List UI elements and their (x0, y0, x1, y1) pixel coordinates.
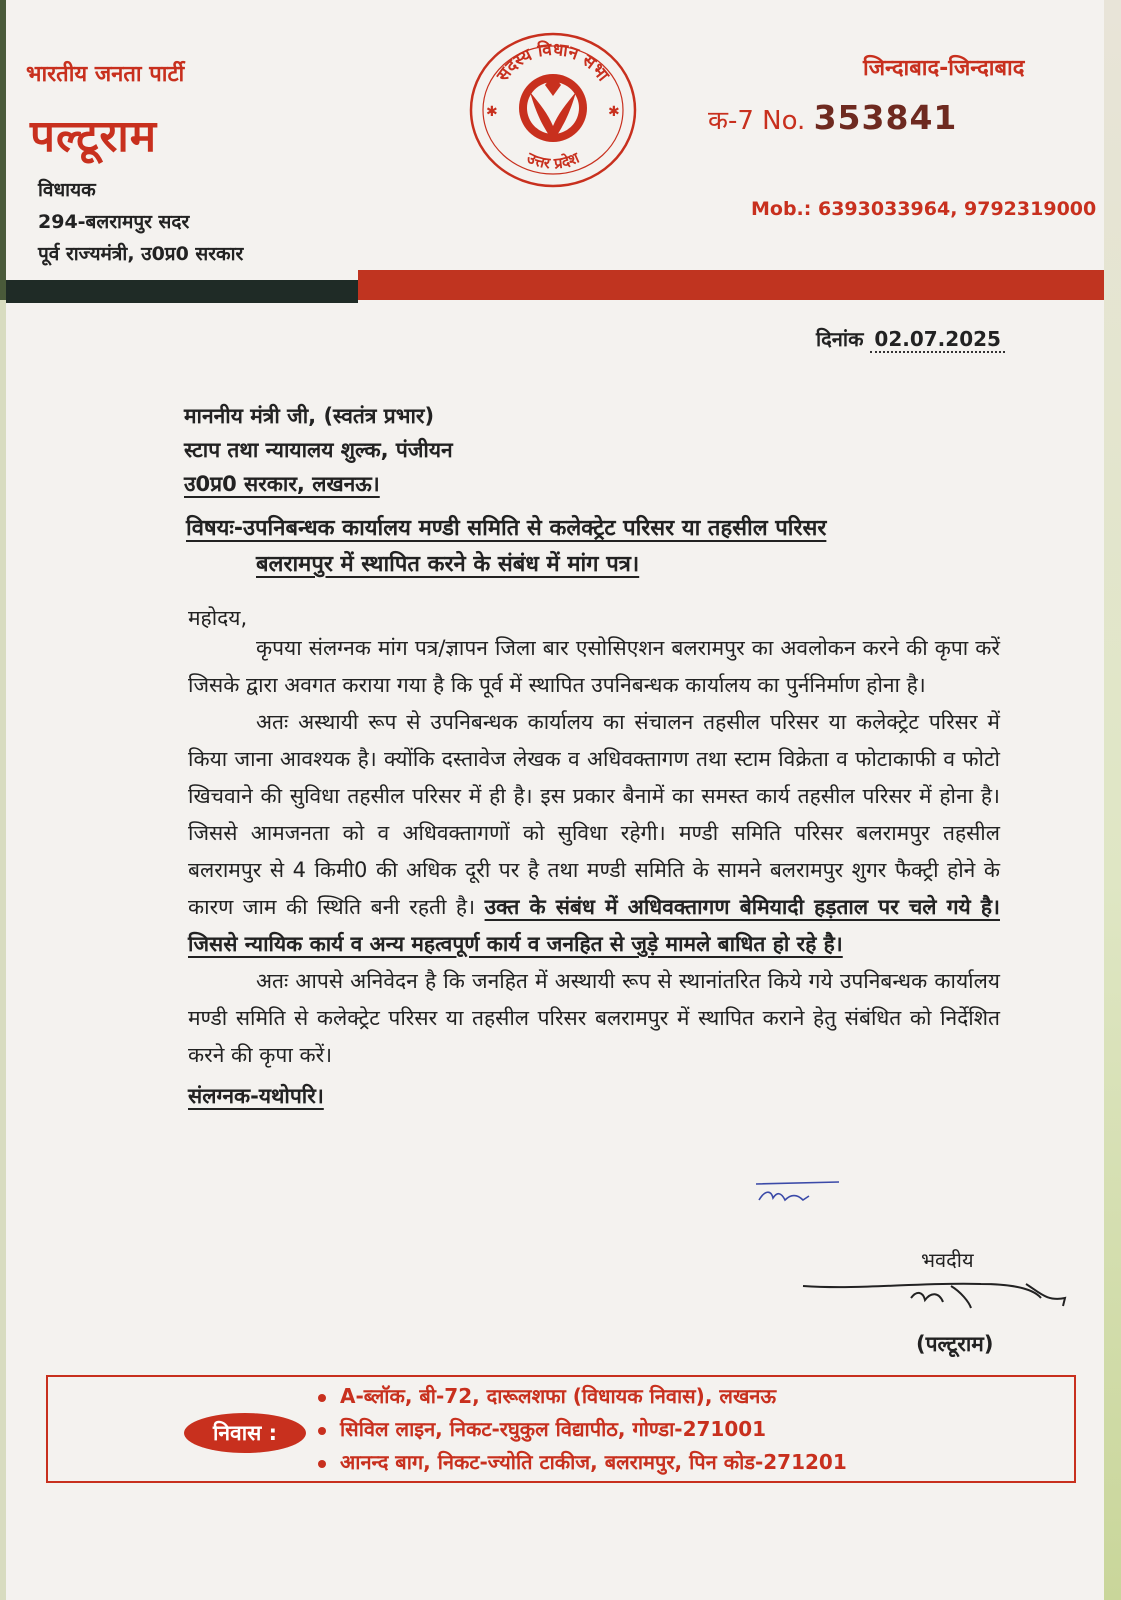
former-post: पूर्व राज्यमंत्री, उ0प्र0 सरकार (38, 243, 244, 265)
footer-address-3: आनन्द बाग, निकट-ज्योति टाकीज, बलरामपुर, पिन कोड-271201 (318, 1448, 847, 1475)
designation: विधायक (38, 179, 96, 201)
header-bar-red (358, 270, 1104, 300)
svg-text:✱: ✱ (486, 104, 498, 120)
header-bar-dark (6, 280, 358, 303)
footer-address-1: A-ब्लॉक, बी-72, दारूलशफा (विधायक निवास), लखनऊ (318, 1382, 776, 1409)
addressee-line3: उ0प्र0 सरकार, लखनऊ। (184, 472, 380, 496)
addressee-line2: स्टाप तथा न्यायालय शुल्क, पंजीयन (184, 438, 453, 462)
initials-mark (751, 1178, 846, 1208)
subject (186, 512, 1016, 578)
letter-body (188, 630, 1000, 1115)
paragraph-2-text: अतः अस्थायी रूप से उपनिबन्धक कार्यालय का संचालन तहसील परिसर या कलेक्ट्रेट परिसर में किया जाना आवश्यक है। क्योंकि दस्तावेज लेखक व अधिवक्तागण तथा स्टाम विक्रेता व फोटाकाफी व फोटो खिचवाने की सुविधा तहसील परिसर में ही है। इस प्रकार बैनामें का समस्त कार्य तहसील परिसर में होना है। जिससे आमजनता को व अधिवक्तागणों को सुविधा रहेगी। मण्डी समिति परिसर बलरामपुर तहसील बलरामपुर से 4 किमी0 की अधिक दूरी पर है तथा मण्डी समिति के सामने बलरामपुर शुगर फैक्ट्री होने के कारण जाम की स्थिति बनी रहती है। (188, 710, 1000, 919)
seal-top-text: सदस्य विधान सभा (493, 39, 613, 86)
date-label: दिनांक (816, 327, 864, 351)
letter-sheet (6, 0, 1104, 1600)
closing: भवदीय (921, 1248, 974, 1272)
slogan: जिन्दाबाद-जिन्दाबाद (863, 56, 1025, 81)
constituency: 294-बलरामपुर सदर (38, 211, 190, 233)
enclosure: संलग्नक-यथोपरि। (188, 1084, 324, 1108)
subject-line1: विषयः-उपनिबन्धक कार्यालय मण्डी समिति से कलेक्ट्रेट परिसर या तहसील परिसर (186, 516, 827, 541)
vidhan-sabha-seal-icon (468, 30, 638, 190)
paragraph-3: अतः आपसे अनिवेदन है कि जनहित में अस्थायी रूप से स्थानांतरित किये गये उपनिबन्धक कार्यालय मण्डी समिति से कलेक्ट्रेट परिसर या तहसील परिसर बलरामपुर में स्थापित कराने हेतु संबंधित को निर्देशित करने की कृपा करें। (188, 969, 1000, 1067)
svg-text:✱: ✱ (608, 104, 620, 120)
subject-line2: बलरामपुर में स्थापित करने के संबंध में मांग पत्र। (256, 552, 640, 577)
signatory-name: (पल्टूराम) (916, 1332, 994, 1356)
paragraph-2 (188, 704, 1000, 963)
date-line (816, 325, 1005, 352)
page-edge-right (1104, 0, 1121, 1600)
svg-text:उत्तर प्रदेश (523, 148, 583, 172)
date-value: 02.07.2025 (870, 327, 1005, 353)
residence-label: निवास : (184, 1413, 306, 1453)
signature (801, 1272, 1071, 1322)
footer-address-2: सिविल लाइन, निकट-रघुकुल विद्यापीठ, गोण्डा-271001 (318, 1415, 766, 1442)
mobile-numbers: Mob.: 6393033964, 9792319000 (751, 198, 1097, 220)
addressee-line1: माननीय मंत्री जी, (स्वतंत्र प्रभार) (184, 404, 435, 428)
mla-name: पल्टूराम (30, 111, 158, 162)
serial-number: 353841 (813, 98, 958, 137)
paragraph-2-emphasis: उक्त के संबंध में अधिवक्तागण बेमियादी हड़ताल पर चले गये है। जिससे न्यायिक कार्य व अन्य महत्वपूर्ण कार्य व जनहित से जुड़े मामले बाधित हो रहे है। (188, 895, 1000, 956)
serial (708, 98, 957, 137)
serial-prefix: क-7 No. (708, 106, 806, 136)
salutation: महोदय, (188, 606, 248, 630)
seal-bottom-text: उत्तर प्रदेश (523, 148, 582, 173)
paragraph-1: कृपया संलग्नक मांग पत्र/ज्ञापन जिला बार एसोसिएशन बलरामपुर का अवलोकन करने की कृपा करें जिसके द्वारा अवगत कराया गया है कि पूर्व में स्थापित उपनिबन्धक कार्यालय का पुर्ननिर्माण होना है। (188, 636, 1000, 697)
party-name: भारतीय जनता पार्टी (26, 62, 185, 87)
